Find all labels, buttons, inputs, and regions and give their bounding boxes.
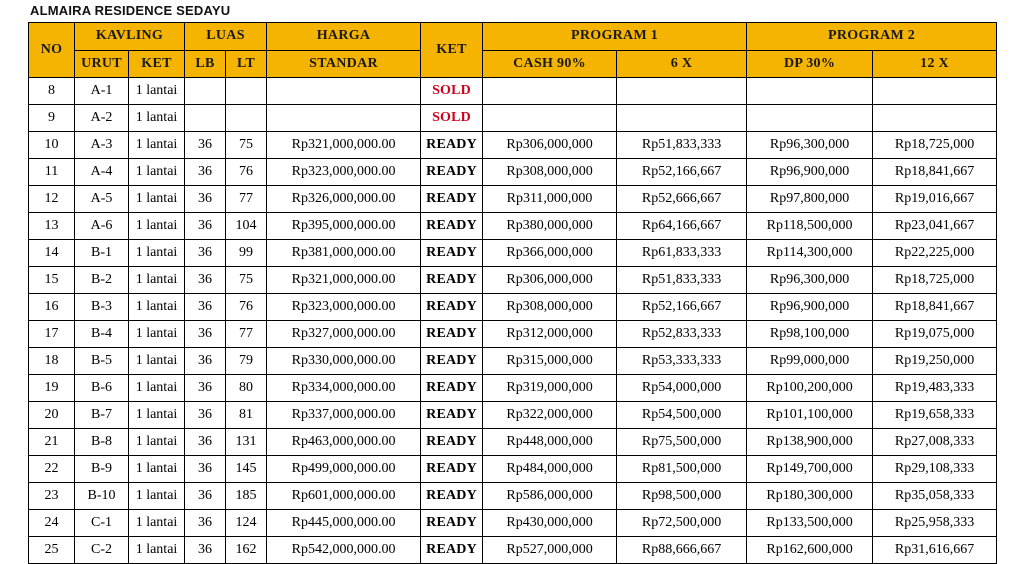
- cell-6x: Rp54,000,000: [617, 375, 747, 402]
- cell-12x: Rp25,958,333: [873, 510, 997, 537]
- table-row: [29, 429, 997, 456]
- cell-lb: 36: [185, 456, 226, 483]
- cell-urut: A-4: [75, 159, 129, 186]
- table-row: [29, 213, 997, 240]
- cell-dp-30: [747, 105, 873, 132]
- cell-6x: Rp51,833,333: [617, 132, 747, 159]
- cell-lt: 76: [226, 294, 267, 321]
- cell-cash-90: Rp306,000,000: [483, 132, 617, 159]
- cell-lt: 145: [226, 456, 267, 483]
- cell-harga: Rp445,000,000.00: [267, 510, 421, 537]
- status-badge: READY: [421, 375, 483, 402]
- status-badge: READY: [421, 186, 483, 213]
- status-badge: READY: [421, 402, 483, 429]
- cell-ket-kavling: 1 lantai: [129, 186, 185, 213]
- cell-no: 24: [29, 510, 75, 537]
- cell-no: 19: [29, 375, 75, 402]
- status-badge: READY: [421, 294, 483, 321]
- cell-lb: 36: [185, 402, 226, 429]
- cell-6x: Rp64,166,667: [617, 213, 747, 240]
- cell-lt: 185: [226, 483, 267, 510]
- cell-urut: A-1: [75, 78, 129, 105]
- header-cash-90: CASH 90%: [483, 50, 617, 78]
- cell-harga: Rp334,000,000.00: [267, 375, 421, 402]
- cell-urut: B-6: [75, 375, 129, 402]
- table-row: [29, 240, 997, 267]
- cell-ket-kavling: 1 lantai: [129, 267, 185, 294]
- status-badge: READY: [421, 483, 483, 510]
- table-row: [29, 267, 997, 294]
- header-dp-30: DP 30%: [747, 50, 873, 78]
- cell-lb: 36: [185, 159, 226, 186]
- cell-urut: B-3: [75, 294, 129, 321]
- cell-dp-30: Rp98,100,000: [747, 321, 873, 348]
- cell-harga: Rp337,000,000.00: [267, 402, 421, 429]
- table-row: [29, 375, 997, 402]
- cell-ket-kavling: 1 lantai: [129, 78, 185, 105]
- cell-cash-90: Rp586,000,000: [483, 483, 617, 510]
- cell-ket-kavling: 1 lantai: [129, 213, 185, 240]
- table-row: [29, 402, 997, 429]
- table-row: [29, 510, 997, 537]
- table-header-row-1: [29, 23, 997, 51]
- cell-urut: B-2: [75, 267, 129, 294]
- table-row: [29, 537, 997, 564]
- cell-cash-90: Rp366,000,000: [483, 240, 617, 267]
- cell-lt: 104: [226, 213, 267, 240]
- cell-harga: Rp327,000,000.00: [267, 321, 421, 348]
- cell-harga: Rp463,000,000.00: [267, 429, 421, 456]
- cell-no: 12: [29, 186, 75, 213]
- cell-6x: [617, 78, 747, 105]
- status-badge: READY: [421, 537, 483, 564]
- cell-12x: Rp22,225,000: [873, 240, 997, 267]
- table-header: [29, 23, 997, 78]
- cell-no: 14: [29, 240, 75, 267]
- cell-6x: Rp54,500,000: [617, 402, 747, 429]
- cell-dp-30: Rp180,300,000: [747, 483, 873, 510]
- cell-lt: 79: [226, 348, 267, 375]
- cell-12x: Rp18,841,667: [873, 159, 997, 186]
- cell-6x: Rp52,166,667: [617, 294, 747, 321]
- cell-ket-kavling: 1 lantai: [129, 159, 185, 186]
- cell-no: 13: [29, 213, 75, 240]
- cell-ket-kavling: 1 lantai: [129, 402, 185, 429]
- status-badge: READY: [421, 321, 483, 348]
- cell-lt: 81: [226, 402, 267, 429]
- cell-dp-30: Rp149,700,000: [747, 456, 873, 483]
- cell-harga: [267, 78, 421, 105]
- cell-lb: 36: [185, 240, 226, 267]
- cell-no: 9: [29, 105, 75, 132]
- cell-dp-30: Rp96,900,000: [747, 294, 873, 321]
- cell-urut: B-8: [75, 429, 129, 456]
- cell-12x: Rp27,008,333: [873, 429, 997, 456]
- cell-lt: 99: [226, 240, 267, 267]
- cell-ket-kavling: 1 lantai: [129, 429, 185, 456]
- status-badge: READY: [421, 159, 483, 186]
- cell-lb: 36: [185, 483, 226, 510]
- price-table: [28, 22, 997, 564]
- cell-dp-30: Rp118,500,000: [747, 213, 873, 240]
- cell-lt: 76: [226, 159, 267, 186]
- cell-6x: Rp98,500,000: [617, 483, 747, 510]
- table-row: [29, 159, 997, 186]
- cell-lb: 36: [185, 321, 226, 348]
- cell-ket-kavling: 1 lantai: [129, 321, 185, 348]
- cell-lb: 36: [185, 186, 226, 213]
- cell-lt: 77: [226, 321, 267, 348]
- cell-12x: Rp19,658,333: [873, 402, 997, 429]
- cell-dp-30: Rp114,300,000: [747, 240, 873, 267]
- cell-urut: C-2: [75, 537, 129, 564]
- cell-dp-30: Rp96,300,000: [747, 132, 873, 159]
- cell-cash-90: Rp308,000,000: [483, 159, 617, 186]
- status-badge: SOLD: [421, 78, 483, 105]
- cell-harga: Rp323,000,000.00: [267, 159, 421, 186]
- cell-cash-90: [483, 78, 617, 105]
- cell-lb: 36: [185, 267, 226, 294]
- cell-lb: [185, 78, 226, 105]
- cell-6x: Rp75,500,000: [617, 429, 747, 456]
- cell-ket-kavling: 1 lantai: [129, 456, 185, 483]
- cell-lb: 36: [185, 132, 226, 159]
- cell-lb: 36: [185, 213, 226, 240]
- cell-lb: [185, 105, 226, 132]
- cell-6x: Rp52,166,667: [617, 159, 747, 186]
- cell-dp-30: Rp138,900,000: [747, 429, 873, 456]
- status-badge: READY: [421, 510, 483, 537]
- cell-urut: B-9: [75, 456, 129, 483]
- cell-lb: 36: [185, 510, 226, 537]
- header-standar: STANDAR: [267, 50, 421, 78]
- cell-dp-30: Rp99,000,000: [747, 348, 873, 375]
- header-lb: LB: [185, 50, 226, 78]
- cell-cash-90: Rp306,000,000: [483, 267, 617, 294]
- cell-harga: Rp381,000,000.00: [267, 240, 421, 267]
- cell-12x: Rp23,041,667: [873, 213, 997, 240]
- cell-12x: [873, 78, 997, 105]
- cell-harga: Rp499,000,000.00: [267, 456, 421, 483]
- cell-dp-30: Rp100,200,000: [747, 375, 873, 402]
- cell-dp-30: Rp133,500,000: [747, 510, 873, 537]
- cell-no: 21: [29, 429, 75, 456]
- cell-harga: Rp321,000,000.00: [267, 132, 421, 159]
- status-badge: READY: [421, 132, 483, 159]
- cell-urut: A-2: [75, 105, 129, 132]
- cell-6x: Rp88,666,667: [617, 537, 747, 564]
- cell-cash-90: Rp311,000,000: [483, 186, 617, 213]
- cell-6x: Rp51,833,333: [617, 267, 747, 294]
- cell-12x: [873, 105, 997, 132]
- cell-no: 25: [29, 537, 75, 564]
- cell-cash-90: Rp527,000,000: [483, 537, 617, 564]
- cell-6x: [617, 105, 747, 132]
- cell-cash-90: Rp448,000,000: [483, 429, 617, 456]
- table-header-row-2: [29, 50, 997, 78]
- status-badge: SOLD: [421, 105, 483, 132]
- cell-ket-kavling: 1 lantai: [129, 294, 185, 321]
- cell-no: 18: [29, 348, 75, 375]
- cell-ket-kavling: 1 lantai: [129, 483, 185, 510]
- cell-ket-kavling: 1 lantai: [129, 348, 185, 375]
- cell-12x: Rp19,250,000: [873, 348, 997, 375]
- cell-6x: Rp61,833,333: [617, 240, 747, 267]
- cell-harga: Rp601,000,000.00: [267, 483, 421, 510]
- cell-urut: B-10: [75, 483, 129, 510]
- cell-cash-90: [483, 105, 617, 132]
- page-title: ALMAIRA RESIDENCE SEDAYU: [30, 3, 231, 18]
- table-row: [29, 348, 997, 375]
- cell-urut: A-5: [75, 186, 129, 213]
- cell-dp-30: Rp96,900,000: [747, 159, 873, 186]
- table-row: [29, 483, 997, 510]
- table-row: [29, 321, 997, 348]
- table-row: [29, 78, 997, 105]
- cell-no: 11: [29, 159, 75, 186]
- cell-ket-kavling: 1 lantai: [129, 240, 185, 267]
- cell-no: 10: [29, 132, 75, 159]
- header-ket: KET: [421, 23, 483, 78]
- cell-lt: 75: [226, 132, 267, 159]
- cell-12x: Rp18,725,000: [873, 132, 997, 159]
- cell-ket-kavling: 1 lantai: [129, 537, 185, 564]
- cell-ket-kavling: 1 lantai: [129, 105, 185, 132]
- cell-no: 22: [29, 456, 75, 483]
- header-urut: URUT: [75, 50, 129, 78]
- cell-no: 16: [29, 294, 75, 321]
- cell-urut: C-1: [75, 510, 129, 537]
- cell-dp-30: Rp101,100,000: [747, 402, 873, 429]
- table-row: [29, 294, 997, 321]
- cell-harga: Rp321,000,000.00: [267, 267, 421, 294]
- cell-12x: Rp29,108,333: [873, 456, 997, 483]
- table-body: [29, 78, 997, 564]
- header-lt: LT: [226, 50, 267, 78]
- cell-6x: Rp52,833,333: [617, 321, 747, 348]
- cell-no: 20: [29, 402, 75, 429]
- cell-urut: B-5: [75, 348, 129, 375]
- status-badge: READY: [421, 240, 483, 267]
- cell-lt: 162: [226, 537, 267, 564]
- cell-urut: B-4: [75, 321, 129, 348]
- header-no: NO: [29, 23, 75, 78]
- header-program-2: PROGRAM 2: [747, 23, 997, 51]
- table-row: [29, 186, 997, 213]
- header-6x: 6 X: [617, 50, 747, 78]
- cell-lb: 36: [185, 429, 226, 456]
- cell-dp-30: Rp97,800,000: [747, 186, 873, 213]
- cell-no: 17: [29, 321, 75, 348]
- cell-6x: Rp52,666,667: [617, 186, 747, 213]
- status-badge: READY: [421, 267, 483, 294]
- cell-cash-90: Rp319,000,000: [483, 375, 617, 402]
- cell-urut: B-7: [75, 402, 129, 429]
- cell-lb: 36: [185, 348, 226, 375]
- cell-lb: 36: [185, 537, 226, 564]
- cell-cash-90: Rp430,000,000: [483, 510, 617, 537]
- status-badge: READY: [421, 348, 483, 375]
- cell-lt: 80: [226, 375, 267, 402]
- status-badge: READY: [421, 213, 483, 240]
- cell-lb: 36: [185, 294, 226, 321]
- cell-12x: Rp18,725,000: [873, 267, 997, 294]
- header-harga: HARGA: [267, 23, 421, 51]
- cell-dp-30: Rp162,600,000: [747, 537, 873, 564]
- cell-lb: 36: [185, 375, 226, 402]
- cell-dp-30: Rp96,300,000: [747, 267, 873, 294]
- cell-harga: Rp395,000,000.00: [267, 213, 421, 240]
- cell-harga: Rp542,000,000.00: [267, 537, 421, 564]
- table-row: [29, 132, 997, 159]
- cell-cash-90: Rp315,000,000: [483, 348, 617, 375]
- cell-lt: [226, 105, 267, 132]
- cell-6x: Rp72,500,000: [617, 510, 747, 537]
- cell-cash-90: Rp380,000,000: [483, 213, 617, 240]
- cell-lt: 77: [226, 186, 267, 213]
- cell-cash-90: Rp322,000,000: [483, 402, 617, 429]
- header-ket-kavling: KET: [129, 50, 185, 78]
- cell-6x: Rp81,500,000: [617, 456, 747, 483]
- header-program-1: PROGRAM 1: [483, 23, 747, 51]
- cell-12x: Rp19,075,000: [873, 321, 997, 348]
- cell-urut: B-1: [75, 240, 129, 267]
- cell-harga: [267, 105, 421, 132]
- cell-12x: Rp19,016,667: [873, 186, 997, 213]
- status-badge: READY: [421, 429, 483, 456]
- cell-12x: Rp18,841,667: [873, 294, 997, 321]
- cell-dp-30: [747, 78, 873, 105]
- header-12x: 12 X: [873, 50, 997, 78]
- cell-ket-kavling: 1 lantai: [129, 510, 185, 537]
- header-kavling: KAVLING: [75, 23, 185, 51]
- status-badge: READY: [421, 456, 483, 483]
- header-luas: LUAS: [185, 23, 267, 51]
- cell-urut: A-3: [75, 132, 129, 159]
- cell-cash-90: Rp312,000,000: [483, 321, 617, 348]
- cell-harga: Rp326,000,000.00: [267, 186, 421, 213]
- cell-12x: Rp35,058,333: [873, 483, 997, 510]
- table-row: [29, 105, 997, 132]
- cell-12x: Rp31,616,667: [873, 537, 997, 564]
- cell-no: 15: [29, 267, 75, 294]
- cell-6x: Rp53,333,333: [617, 348, 747, 375]
- cell-ket-kavling: 1 lantai: [129, 132, 185, 159]
- cell-harga: Rp323,000,000.00: [267, 294, 421, 321]
- cell-lt: 75: [226, 267, 267, 294]
- cell-12x: Rp19,483,333: [873, 375, 997, 402]
- cell-lt: 131: [226, 429, 267, 456]
- table-row: [29, 456, 997, 483]
- cell-no: 8: [29, 78, 75, 105]
- cell-no: 23: [29, 483, 75, 510]
- cell-harga: Rp330,000,000.00: [267, 348, 421, 375]
- cell-cash-90: Rp484,000,000: [483, 456, 617, 483]
- cell-urut: A-6: [75, 213, 129, 240]
- cell-ket-kavling: 1 lantai: [129, 375, 185, 402]
- cell-cash-90: Rp308,000,000: [483, 294, 617, 321]
- cell-lt: 124: [226, 510, 267, 537]
- cell-lt: [226, 78, 267, 105]
